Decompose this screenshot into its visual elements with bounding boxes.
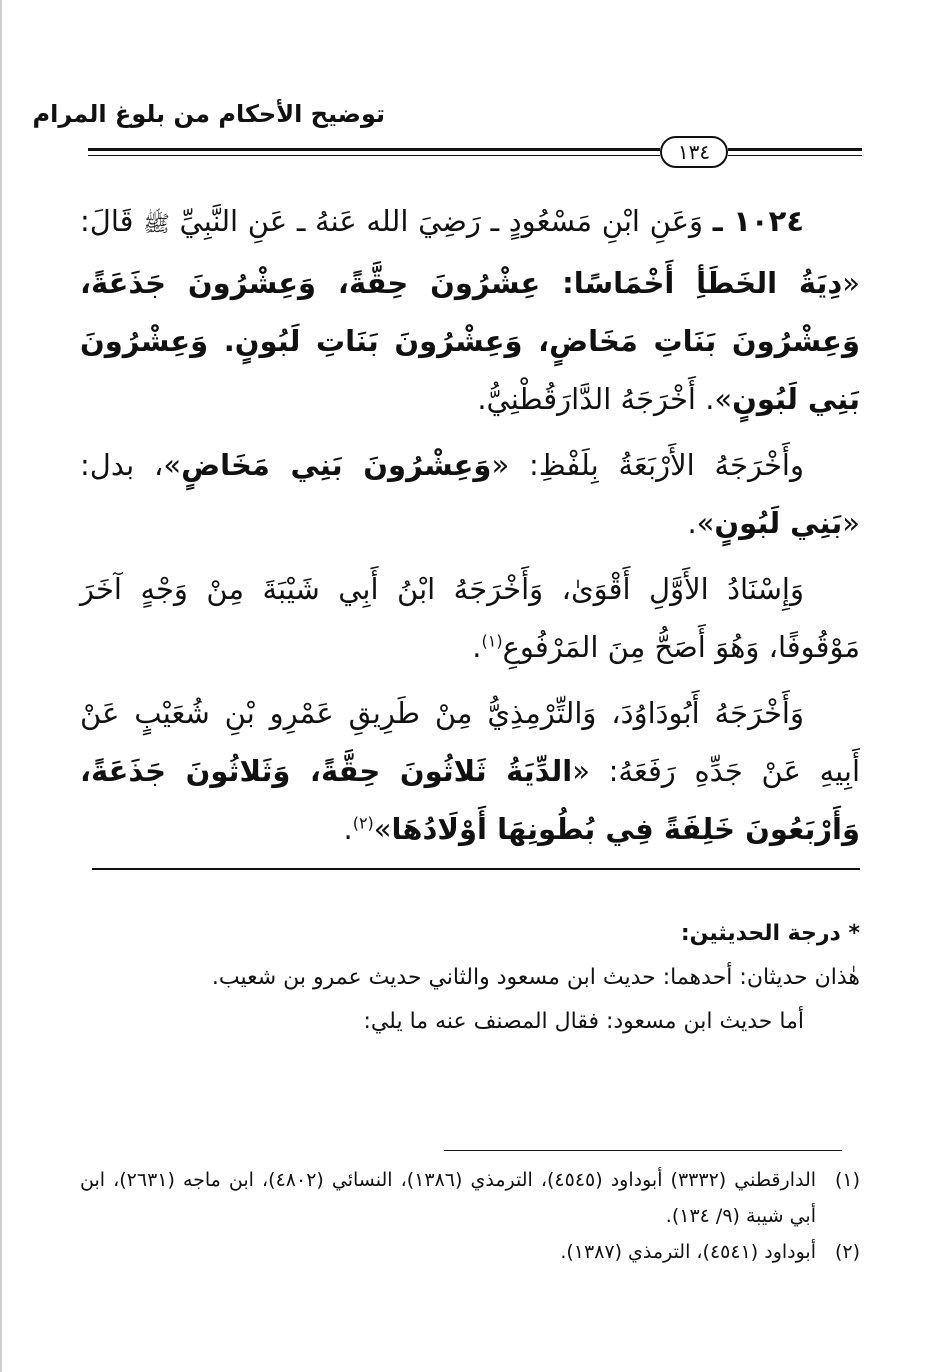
p4-end: . — [343, 812, 353, 846]
hadith-paragraph-3 — [80, 560, 860, 676]
footnote-divider — [444, 1150, 842, 1151]
page-number: ١٣٤ — [660, 136, 728, 168]
footnote-text: الدارقطني (٣٣٣٢) أبوداود (٤٥٤٥)، الترمذي (١٣٨٦)، النسائي (٤٨٠٢)، ابن ماجه (٢٦٣١)، ابن أبي شيبة (٩/ ١٣٤). — [80, 1169, 817, 1227]
footnote-text: أبوداود (٤٥٤١)، الترمذي (١٣٨٧). — [560, 1241, 816, 1263]
p3-end: . — [472, 630, 482, 664]
header-rule-left — [88, 148, 660, 151]
grade-heading: * درجة الحديثين: — [680, 921, 860, 946]
grade-paragraph-2: أما حديث ابن مسعود: فقال المصنف عنه ما يلي: — [363, 1009, 804, 1034]
footnotes — [80, 1162, 860, 1270]
p2-bold: وَعِشْرُونَ بَنِي مَخَاضٍ — [181, 448, 492, 482]
p2-bold-2: بَنِي لَبُونٍ — [714, 506, 843, 540]
hadith-number: ١٠٢٤ ـ — [712, 204, 805, 238]
hadith-text: دِيَةُ الخَطَأِ أَخْمَاسًا: عِشْرُونَ حِقَّةً، وَعِشْرُونَ جَذَعَةً، وَعِشْرُونَ بَنَاتِ مَخَاضٍ، وَعِشْرُونَ بَنَاتِ لَبُونٍ. وَعِشْرُونَ بَنِي لَبُونٍ — [80, 266, 860, 416]
footnote-number: (٢) — [834, 1241, 860, 1263]
running-title: توضيح الأحكام من بلوغ المرام — [32, 100, 385, 128]
prophet-salutation-symbol: ﷺ — [143, 212, 170, 237]
footnote-2 — [80, 1234, 860, 1270]
hadith-paragraph-2 — [80, 436, 860, 552]
section-divider — [92, 868, 860, 870]
p2-mid: »، بدل: « — [80, 448, 860, 540]
hadith-qal: قَالَ: « — [80, 204, 860, 300]
p3-text: وَإِسْنَادُ الأَوَّلِ أَقْوَىٰ، وَأَخْرَجَهُ ابْنُ أَبِي شَيْبَةَ مِنْ وَجْهٍ آخَرَ مَوْقُوفًا، وَهُوَ أَصَحُّ مِنَ المَرْفُوعِ — [80, 572, 860, 664]
hadith-intro: وَعَنِ ابْنِ مَسْعُودٍ ـ رَضِيَ الله عَنهُ ـ عَنِ النَّبِيِّ — [179, 204, 704, 238]
main-text — [80, 192, 860, 866]
footnote-number: (١) — [834, 1169, 860, 1191]
p4-bold: الدِّيَةُ ثَلاثُونَ حِقَّةً، وَثَلاثُونَ جَذَعَةً، وَأَرْبَعُونَ خَلِفَةً فِي بُطُونِهَا أَوْلَادُهَا — [80, 754, 860, 846]
hadith-paragraph-1 — [80, 192, 860, 428]
footnote-1 — [80, 1162, 860, 1234]
p2-end: ». — [687, 506, 715, 540]
footnote-ref-2[interactable]: (٢) — [352, 813, 374, 833]
p2-start: وأَخْرَجَهُ الأَرْبَعَةُ بِلَفْظِ: « — [491, 448, 804, 482]
header-rule-thin-right — [728, 155, 862, 156]
p4-start: وَأَخْرَجَهُ أَبُودَاوُدَ، وَالتِّرْمِذِيُّ مِنْ طَرِيقِ عَمْرِو بْنِ شُعَيْبٍ عَنْ أَبِيهِ عَنْ جَدِّهِ رَفَعَهُ: « — [80, 696, 860, 788]
grade-paragraph-1: هٰذان حديثان: أحدهما: حديث ابن مسعود والثاني حديث عمرو بن شعيب. — [211, 965, 860, 990]
grade-section — [80, 912, 860, 1044]
footnote-ref-1[interactable]: (١) — [481, 631, 503, 651]
scan-edge — [0, 0, 2, 1372]
hadith-paragraph-4 — [80, 684, 860, 858]
header-rule-right — [728, 148, 862, 151]
p4-close-quote: » — [373, 812, 392, 846]
header-rule-thin-left — [88, 155, 660, 156]
hadith-takhrij: ». أَخْرَجَهُ الدَّارَقُطْنِيُّ. — [477, 382, 733, 416]
